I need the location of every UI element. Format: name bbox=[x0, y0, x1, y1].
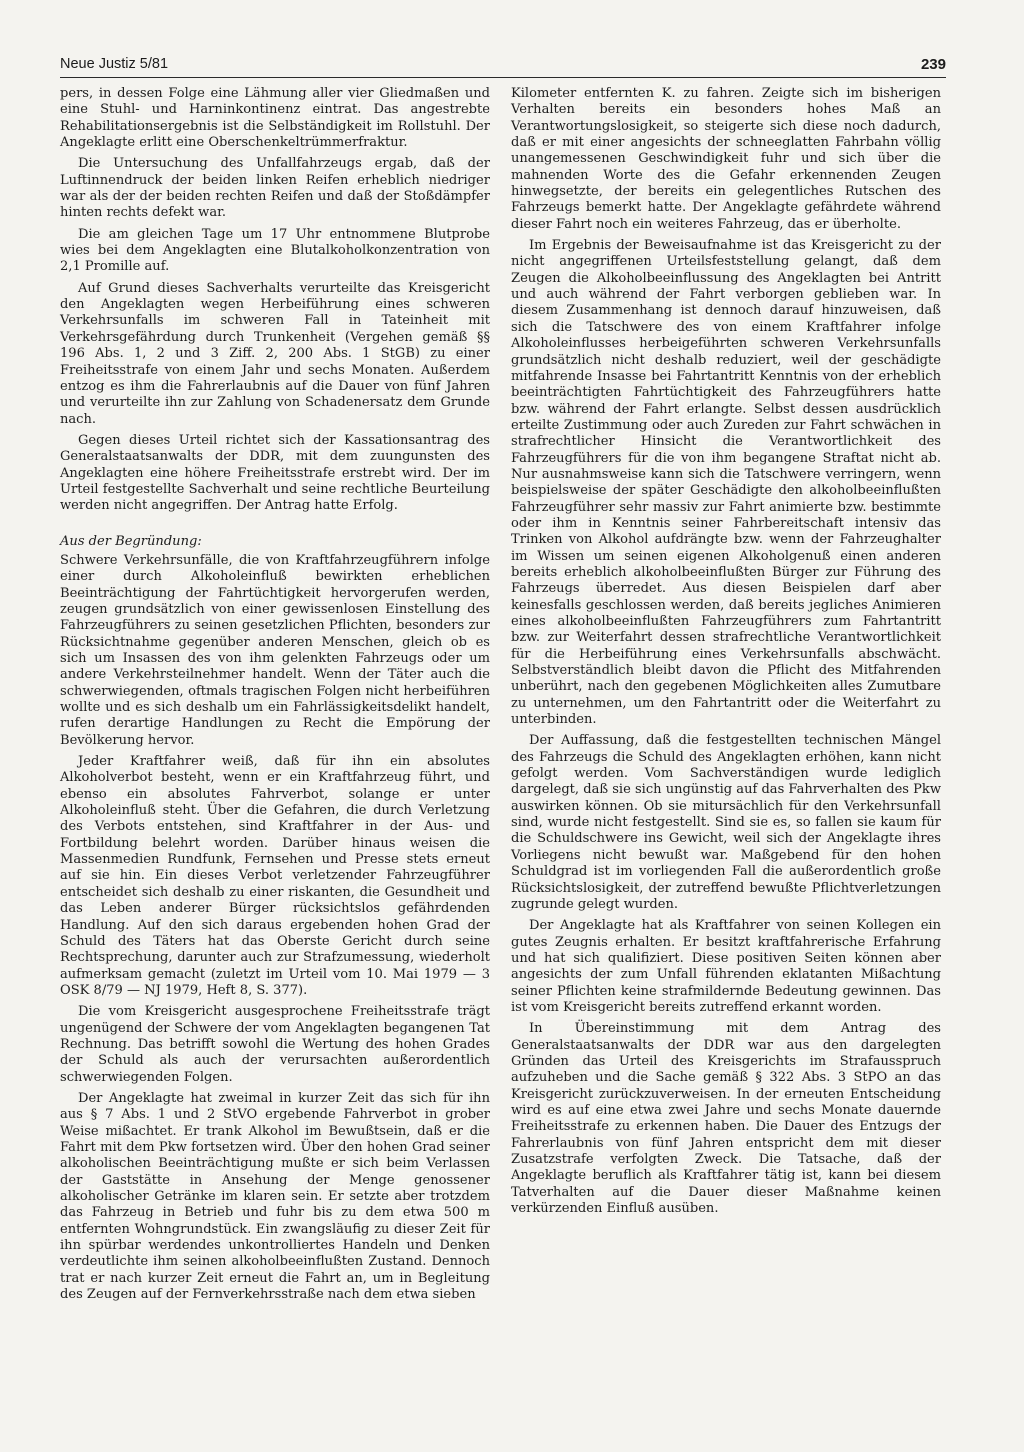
page-number: 239 bbox=[920, 56, 946, 73]
paragraph: Im Ergebnis der Beweisaufnahme ist das Kreisgericht zu der nicht angegriffenen Urteilsfeststellung gelangt, daß dem Zeugen die Alkoholbeeinflussung des Angeklagten bei Antritt und auch während der Fahrt verborgen geblieben war. In diesem Zusammenhang ist dennoch darauf hinzuweisen, daß sich die Tatschwere des von einem Kraftfahrer infolge Alkoholeinflusses herbeigeführten schweren Verkehrsunfalls grundsätzlich nicht deshalb reduziert, weil der geschädigte mitfahrende Insasse bei Fahrtantritt Kenntnis von der erheblich beeinträchtigten Fahrtüchtigkeit des Fahrzeugführers hatte bzw. während der Fahrt erlangte. Selbst dessen ausdrücklich erteilte Zustimmung oder auch Zureden zur Fahrt schwächen in strafrechtlicher Hinsicht die Verantwortlichkeit des Fahrzeugführers für die von ihm begangene Straftat nicht ab. Nur ausnahmsweise kann sich die Tatschwere verringern, wenn beispielsweise der später Geschädigte den alkoholbeeinflußten Fahrzeugführer sehr massiv zur Fahrt animierte bzw. bestimmte oder ihm in Kenntnis seiner Fahrbereitschaft intensiv das Trinken von Alkohol aufdrängte bzw. wenn der Fahrzeughalter im Wissen um seinen eigenen Alkoholgenuß einen anderen bereits erheblich alkoholbeeinflußten Bürger zur Führung des Fahrzeugs überredet. Aus diesen Beispielen darf aber keinesfalls geschlossen werden, daß bereits jegliches Animieren eines alkoholbeeinflußten Fahrzeugführers zum Fahrtantritt bzw. zur Weiterfahrt dessen strafrechtliche Verantwortlichkeit für die Herbeiführung eines Verkehrsunfalls abschwächt. Selbstverständlich bleibt davon die Pflicht des Mitfahrenden unberührt, nach den gegebenen Möglichkeiten alles Zumutbare zu unternehmen, um den Fahrtantritt oder die Weiterfahrt zu unterbinden. bbox=[511, 238, 941, 728]
paragraph: Auf Grund dieses Sachverhalts verurteilte das Kreisgericht den Angeklagten wegen Herbeiführung eines schweren Verkehrsunfalls im schweren Fall in Tateinheit mit Verkehrsgefährdung durch Trunkenheit (Vergehen gemäß §§ 196 Abs. 1, 2 und 3 Ziff. 2, 200 Abs. 1 StGB) zu einer Freiheitsstrafe von einem Jahr und sechs Monaten. Außerdem entzog es ihm die Fahrerlaubnis auf die Dauer von fünf Jahren und verurteilte ihn zur Zahlung von Schadenersatz dem Grunde nach. bbox=[60, 280, 490, 427]
paragraph: Kilometer entfernten K. zu fahren. Zeigte sich im bisherigen Verhalten bereits ein besonders hohes Maß an Verantwortungslosigkeit, so steigerte sich diese noch dadurch, daß er mit einer angesichts der schneeglatten Fahrbahn völlig unangemessenen Geschwindigkeit fuhr und sich über die mahnenden Worte des die Gefahr erkennenden Zeugen hinwegsetzte, der bereits ein gelegentliches Rutschen des Fahrzeugs bemerkt hatte. Der Angeklagte gefährdete während dieser Fahrt noch ein weiteres Fahrzeug, das er überholte. bbox=[511, 86, 941, 232]
paragraph: Die Untersuchung des Unfallfahrzeugs ergab, daß der Luftinnendruck der beiden linken Reifen erheblich niedriger war als der der beiden rechten Reifen und daß der Stoßdämpfer hinten rechts defekt war. bbox=[60, 156, 490, 221]
right-column bbox=[511, 86, 941, 1222]
paragraph: Der Auffassung, daß die festgestellten technischen Mängel des Fahrzeugs die Schuld des Angeklagten erhöhen, kann nicht gefolgt werden. Vom Sachverständigen wurde lediglich dargelegt, daß sie sich ungünstig auf das Fahrverhalten des Pkw auswirken können. Ob sie mitursächlich für den Verkehrsunfall sind, wurde nicht festgestellt. Sind sie es, so fallen sie kaum für die Schuldschwere ins Gewicht, weil sich der Angeklagte ihres Vorliegens nicht bewußt war. Maßgebend für den hohen Schuldgrad ist im vorliegenden Fall die außerordentlich große Rücksichtslosigkeit, der zutreffend bewußte Pflichtverletzungen zugrunde gelegt wurden. bbox=[511, 733, 941, 912]
paragraph: Jeder Kraftfahrer weiß, daß für ihn ein absolutes Alkoholverbot besteht, wenn er ein Kraftfahrzeug führt, und ebenso ein absolutes Fahrverbot, solange er unter Alkoholeinfluß steht. Über die Gefahren, die durch Verletzung des Verbots entstehen, sind Kraftfahrer in der Aus- und Fortbildung belehrt worden. Darüber hinaus weisen die Massenmedien Rundfunk, Fernsehen und Presse stets erneut auf sie hin. Ein dieses Verbot verletzender Fahrzeugführer entscheidet sich deshalb zu einer riskanten, die Gesundheit und das Leben anderer Bürger rücksichtslos gefährdenden Handlung. Auf den sich daraus ergebenden hohen Grad der Schuld des Täters hat das Oberste Gericht durch seine Rechtsprechung, darunter auch zur Strafzumessung, wiederholt aufmerksam gemacht (zuletzt im Urteil vom 10. Mai 1979 — 3 OSK 8/79 — NJ 1979, Heft 8, S. 377). bbox=[60, 754, 490, 998]
journal-title: Neue Justiz 5/81 bbox=[60, 56, 169, 72]
paragraph: pers, in dessen Folge eine Lähmung aller vier Gliedmaßen und eine Stuhl- und Harninkontinenz eintrat. Das angestrebte Rehabilitationsergebnis ist die Selbständigkeit im Rollstuhl. Der Angeklagte erlitt eine Oberschenkeltrümmerfraktur. bbox=[60, 86, 490, 151]
left-column bbox=[60, 86, 490, 1308]
paragraph: Die am gleichen Tage um 17 Uhr entnommene Blutprobe wies bei dem Angeklagten eine Blutalkoholkonzentration von 2,1 Promille auf. bbox=[60, 226, 490, 275]
paragraph: Der Angeklagte hat als Kraftfahrer von seinen Kollegen ein gutes Zeugnis erhalten. Er besitzt kraftfahrerische Erfahrung und hat sich qualifiziert. Diese positiven Seiten können aber angesichts der zum Unfall führenden eklatanten Mißachtung seiner Pflichten keine strafmildernde Bedeutung gewinnen. Das ist vom Kreisgericht bereits zutreffend erkannt worden. bbox=[511, 918, 941, 1015]
paragraph: Schwere Verkehrsunfälle, die von Kraftfahrzeugführern infolge einer durch Alkoholeinfluß bewirkten erheblichen Beeinträchtigung der Fahrtüchtigkeit hervorgerufen werden, zeugen grundsätzlich von einer gewissenlosen Einstellung des Fahrzeugführers zu seinen gesetzlichen Pflichten, besonders zur Rücksichtnahme gegenüber anderen Menschen, gleich ob es sich um Insassen des von ihm gelenkten Fahrzeugs oder um andere Verkehrsteilnehmer handelt. Wenn der Täter auch die schwerwiegenden, oftmals tragischen Folgen nicht herbeiführen wollte und es sich deshalb um ein Fahrlässigkeitsdelikt handelt, rufen derartige Handlungen zu Recht die Empörung der Bevölkerung hervor. bbox=[60, 552, 490, 748]
header-rule bbox=[60, 77, 946, 78]
paragraph: In Übereinstimmung mit dem Antrag des Generalstaatsanwalts der DDR war aus den dargelegten Gründen das Urteil des Kreisgerichts im Strafausspruch aufzuheben und die Sache gemäß § 322 Abs. 3 StPO an das Kreisgericht zurückzuverweisen. In der erneuten Entscheidung wird es auf eine etwa zwei Jahre und sechs Monate dauernde Freiheitsstrafe zu erkennen haben. Die Dauer des Entzugs der Fahrerlaubnis von fünf Jahren entspricht dem mit dieser Zusatzstrafe verfolgten Zweck. Die Tatsache, daß der Angeklagte beruflich als Kraftfahrer tätig ist, kann bei diesem Tatverhalten auf die Dauer dieser Maßnahme keinen verkürzenden Einfluß ausüben. bbox=[511, 1021, 941, 1217]
paragraph: Gegen dieses Urteil richtet sich der Kassationsantrag des Generalstaatsanwalts der DDR, mit dem zuungunsten des Angeklagten eine höhere Freiheitsstrafe erstrebt wird. Der im Urteil festgestellte Sachverhalt und seine rechtliche Beurteilung werden nicht angegriffen. Der Antrag hatte Erfolg. bbox=[60, 432, 490, 514]
paragraph: Die vom Kreisgericht ausgesprochene Freiheitsstrafe trägt ungenügend der Schwere der vom Angeklagten begangenen Tat Rechnung. Das betrifft sowohl die Wertung des hohen Grades der Schuld als auch der verursachten außerordentlich schwerwiegenden Folgen. bbox=[60, 1004, 490, 1085]
paragraph: Der Angeklagte hat zweimal in kurzer Zeit das sich für ihn aus § 7 Abs. 1 und 2 StVO ergebende Fahrverbot in grober Weise mißachtet. Er trank Alkohol im Bewußtsein, daß er die Fahrt mit dem Pkw fortsetzen wird. Über den hohen Grad seiner alkoholischen Beeinträchtigung mußte er sich beim Verlassen der Gaststätte in Ansehung der Menge genossener alkoholischer Getränke im klaren sein. Er setzte aber trotzdem das Fahrzeug in Betrieb und fuhr bis zu dem etwa 500 m entfernten Wohngrundstück. Ein zwangsläufig zu dieser Zeit für ihn spürbar werdendes unkontrolliertes Handeln und Denken verdeutlichte ihm seinen alkoholbeeinflußten Zustand. Dennoch trat er nach kurzer Zeit erneut die Fahrt an, um in Begleitung des Zeugen auf der Fernverkehrsstraße nach dem etwa sieben bbox=[60, 1090, 490, 1303]
section-heading: Aus der Begründung: bbox=[60, 533, 202, 549]
page-header bbox=[60, 56, 946, 76]
